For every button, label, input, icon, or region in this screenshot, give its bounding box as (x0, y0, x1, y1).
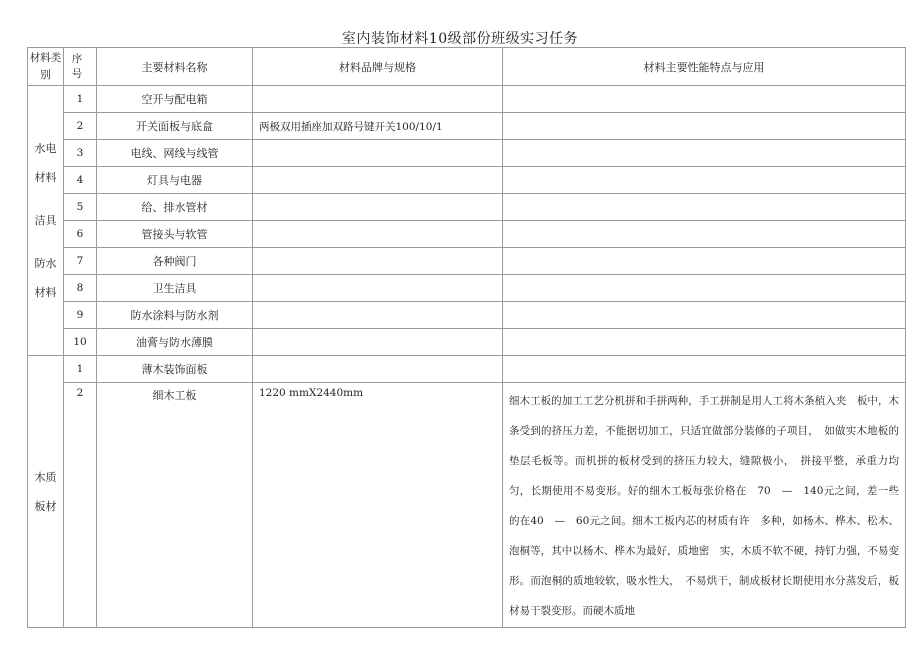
material-features (503, 248, 906, 275)
row-number: 6 (64, 221, 97, 248)
material-brand (253, 167, 503, 194)
row-number: 2 (64, 383, 97, 628)
material-features (503, 302, 906, 329)
material-name: 空开与配电箱 (97, 86, 253, 113)
table-row (28, 302, 906, 329)
category-line: 板材 (34, 499, 57, 513)
material-brand: 1220 mmX2440mm (253, 383, 503, 628)
material-brand (253, 194, 503, 221)
row-number: 8 (64, 275, 97, 302)
material-name: 卫生洁具 (97, 275, 253, 302)
material-brand (253, 86, 503, 113)
row-number: 1 (64, 356, 97, 383)
table-header-row (28, 48, 906, 86)
material-name: 电线、网线与线管 (97, 140, 253, 167)
category-line: 洁具 (34, 214, 57, 227)
row-number: 2 (64, 113, 97, 140)
category-line: 木质 (34, 470, 57, 484)
material-brand: 两极双用插座加双路号键开关100/10/1 (253, 113, 503, 140)
row-number: 3 (64, 140, 97, 167)
material-features: 细木工板的加工工艺分机拼和手拼两种，手工拼制是用人工将木条植入夹 板中，木条受到的挤压力差，不能据切加工，只适宜做部分装修的子项目， 如做实木地板的垫层毛板等。而机拼的板材受到的挤压力较大，缝隙极小， 拼接平整，承重力均匀，长期使用不易变形。好的细木工板每张价格在 70 — 140元之间，差一些的在40 — 60元之间。细木工板内芯的材质有许 多种，如杨木、桦木、松木、泡桐等，其中以杨木、桦木为最好，质地密 实，木质不软不硬，持钉力强，不易变形。而泡桐的质地较软，吸水性大， 不易烘干，制成板材长期使用水分蒸发后，板材易干裂变形。而硬木质地 (503, 383, 906, 628)
category-cell-wood (28, 356, 64, 628)
material-brand (253, 275, 503, 302)
material-name: 各种阀门 (97, 248, 253, 275)
material-name: 给、排水管材 (97, 194, 253, 221)
header-features: 材料主要性能特点与应用 (503, 48, 906, 86)
material-name: 薄木装饰面板 (97, 356, 253, 383)
table-row (28, 248, 906, 275)
material-features (503, 86, 906, 113)
header-number: 序号 (64, 48, 97, 86)
material-name: 细木工板 (97, 383, 253, 628)
table-row (28, 113, 906, 140)
category-cell-plumbing (28, 86, 64, 356)
table-row (28, 86, 906, 113)
material-brand (253, 221, 503, 248)
table-row (28, 275, 906, 302)
category-line: 水电 (34, 142, 57, 155)
row-number: 7 (64, 248, 97, 275)
table-row (28, 221, 906, 248)
material-brand (253, 140, 503, 167)
material-brand (253, 302, 503, 329)
materials-table (27, 47, 906, 628)
material-features (503, 167, 906, 194)
table-row (28, 383, 906, 628)
material-name: 防水涂料与防水剂 (97, 302, 253, 329)
material-features (503, 275, 906, 302)
row-number: 5 (64, 194, 97, 221)
row-number: 1 (64, 86, 97, 113)
category-line: 材料 (34, 171, 57, 184)
category-line: 防水 (34, 257, 57, 270)
material-name: 开关面板与底盒 (97, 113, 253, 140)
material-features (503, 194, 906, 221)
material-name: 管接头与软管 (97, 221, 253, 248)
row-number: 9 (64, 302, 97, 329)
table-row (28, 329, 906, 356)
row-number: 4 (64, 167, 97, 194)
row-number: 10 (64, 329, 97, 356)
material-features (503, 329, 906, 356)
material-features (503, 113, 906, 140)
material-features (503, 221, 906, 248)
table-row (28, 167, 906, 194)
material-brand (253, 248, 503, 275)
table-row (28, 194, 906, 221)
table-row (28, 356, 906, 383)
header-name: 主要材料名称 (97, 48, 253, 86)
category-line: 材料 (34, 286, 57, 299)
material-brand (253, 329, 503, 356)
header-category: 材料类别 (28, 48, 64, 86)
header-brand: 材料品牌与规格 (253, 48, 503, 86)
material-features (503, 140, 906, 167)
material-features (503, 356, 906, 383)
page-title: 室内装饰材料10级部份班级实习任务 (341, 31, 579, 47)
material-brand (253, 356, 503, 383)
material-name: 油膏与防水薄膜 (97, 329, 253, 356)
material-name: 灯具与电器 (97, 167, 253, 194)
table-row (28, 140, 906, 167)
